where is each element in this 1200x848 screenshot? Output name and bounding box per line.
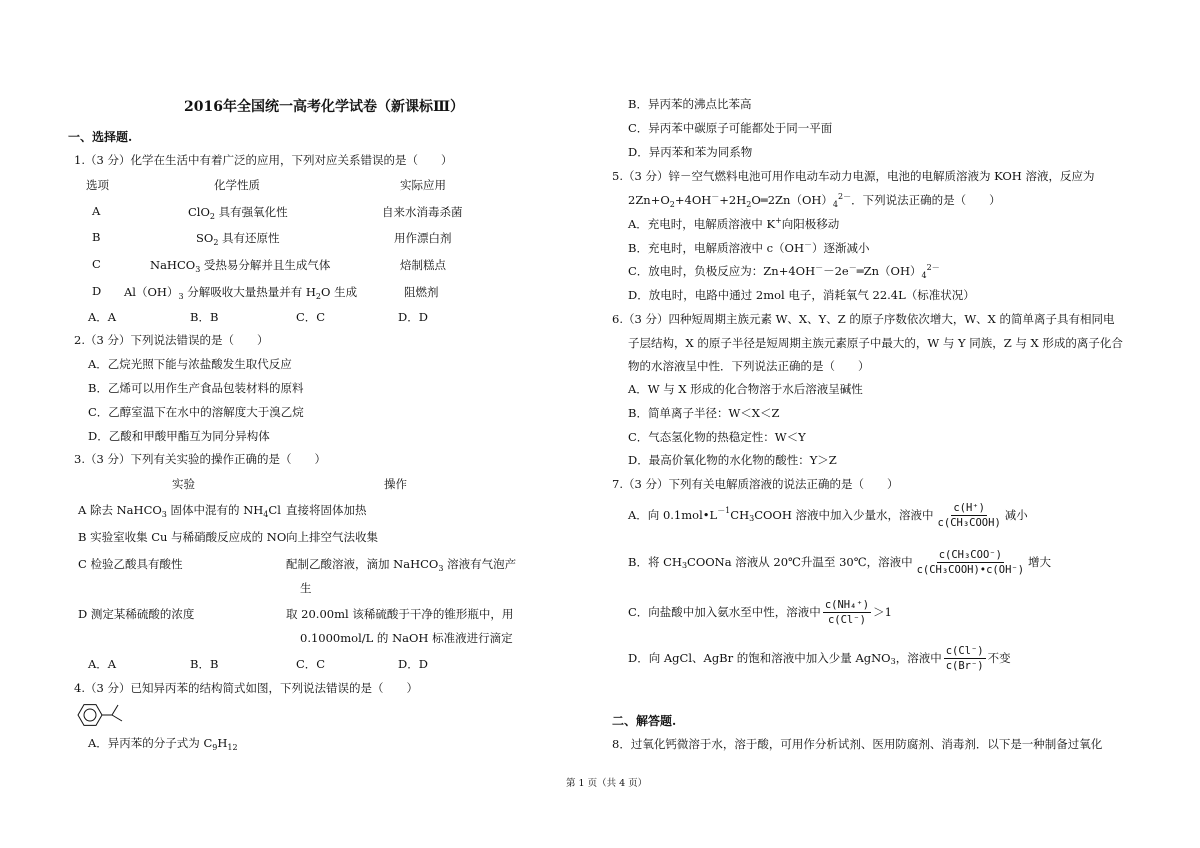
q1-choice-a[interactable]: A．A [88, 310, 117, 324]
q1-header-option: 选项 [86, 178, 109, 192]
q3-row-b-operation: 向上排空气法收集 [286, 530, 378, 544]
q3-choice-b[interactable]: B．B [190, 657, 219, 671]
q7-option-c-fraction: $\frac{\text{c(NH₄⁺)}}{c(Cl^-)}$ [824, 598, 870, 626]
q3-choice-c[interactable]: C．C [296, 657, 326, 671]
q3-header-experiment: 实验 [172, 477, 195, 491]
isopropylbenzene-structure [72, 700, 128, 730]
q1-header-application: 实际应用 [400, 178, 446, 192]
page-title: 2016年全国统一高考化学试卷（新课标Ⅲ） [184, 99, 465, 115]
q6-option-b[interactable]: B．简单离子半径：W＜X＜Z [628, 406, 780, 420]
q3-row-d-operation-cont: 0.1000mol/L 的 NaOH 标准液进行滴定 [300, 631, 513, 645]
q1-header-property: 化学性质 [214, 178, 260, 192]
q2-option-d[interactable]: D．乙酸和甲酸甲酯互为同分异构体 [88, 429, 270, 443]
q2-option-b[interactable]: B．乙烯可以用作生产食品包装材料的原料 [88, 381, 304, 395]
q3-header-operation: 操作 [384, 477, 407, 491]
q6-option-d[interactable]: D．最高价氧化物的水化物的酸性：Y＞Z [628, 453, 837, 467]
q4-option-a[interactable]: A．异丙苯的分子式为 $C_9H_{12}$ [88, 736, 238, 752]
q7-option-a-fraction: $\frac{c(H^+)}{\text{c(CH₃COOH)}}$ [937, 501, 1001, 529]
q5-equation: $2Zn+O_2+4OH^-+2H_2O═2Zn(OH)_4^{2-}$．下列说法正确的是（ ） [628, 192, 1001, 209]
section-choice-heading: 一、选择题. [68, 130, 133, 144]
q5-option-a[interactable]: A．充电时，电解质溶液中 K+向阳极移动 [628, 216, 840, 231]
q1-row-d-option: D [92, 284, 102, 298]
q1-row-c-option: C [92, 257, 101, 271]
q1-row-b-property: $SO_2$ 具有还原性 [196, 231, 280, 247]
q8-stem-line1: 8．过氧化钙微溶于水，溶于酸，可用作分析试剂、医用防腐剂、消毒剂．以下是一种制备过氧化 [612, 737, 1103, 751]
q6-option-a[interactable]: A．W 与 X 形成的化合物溶于水后溶液呈碱性 [628, 382, 863, 396]
q3-row-c-experiment: C 检验乙酸具有酸性 [78, 557, 183, 571]
q3-row-b-experiment: B 实验室收集 Cu 与稀硝酸反应成的 NO [78, 530, 287, 544]
q3-row-d-experiment: D 测定某稀硫酸的浓度 [78, 607, 195, 621]
q3-row-a-operation: 直接将固体加热 [286, 503, 367, 517]
q1-row-a-property: ClO$_2$ 具有强氧化性 [188, 205, 288, 221]
q2-stem: 2.（3 分）下列说法错误的是（ ） [74, 333, 269, 347]
page-footer: 第 1 页（共 4 页） [566, 778, 648, 789]
q1-row-b-application: 用作漂白剂 [394, 231, 452, 245]
q2-option-a[interactable]: A．乙烷光照下能与浓盐酸发生取代反应 [88, 357, 292, 371]
section-answer-heading: 二、解答题. [612, 714, 677, 728]
q6-stem-line1: 6.（3 分）四种短周期主族元素 W、X、Y、Z 的原子序数依次增大，W、X 的简单离子具有相同电 [612, 312, 1115, 326]
q1-row-d-application: 阻燃剂 [404, 285, 439, 299]
q5-option-d[interactable]: D．放电时，电路中通过 2mol 电子，消耗氧气 22.4L（标准状况） [628, 288, 975, 302]
q2-option-c[interactable]: C．乙醇室温下在水中的溶解度大于溴乙烷 [88, 405, 304, 419]
q1-row-a-application: 自来水消毒杀菌 [382, 205, 463, 219]
q7-option-a[interactable]: A．向 0.1mol•L －1 CH 3 COOH 溶液中加入少量水，溶液中 $\frac{c(H^+)}{\text{c(CH₃COOH)}}$ 减小 [628, 501, 1028, 529]
q3-row-d-operation: 取 20.00ml 该稀硫酸于干净的锥形瓶中，用 [286, 607, 514, 621]
q5-option-c[interactable]: C．放电时，负极反应为：$Zn+4OH^--2e^-═Zn(OH)_4^{2-}$ [628, 263, 940, 280]
q3-stem: 3.（3 分）下列有关实验的操作正确的是（ ） [74, 452, 326, 466]
q3-row-a-experiment: A 除去 NaHCO$_3$ 固体中混有的 $NH_4Cl$ [78, 503, 281, 519]
q4-option-b[interactable]: B．异丙苯的沸点比苯高 [628, 97, 752, 111]
q7-option-b-fraction: $\frac{\text{c(CH₃COO⁻)}}{\text{c(CH₃COOH)•c(OH⁻)}}$ [916, 548, 1025, 576]
q7-stem: 7.（3 分）下列有关电解质溶液的说法正确的是（ ） [612, 477, 899, 491]
q5-stem: 5.（3 分）锌－空气燃料电池可用作电动车动力电源，电池的电解质溶液为 KOH 溶液，反应为 [612, 169, 1095, 183]
q1-row-c-property: NaHCO$_3$ 受热易分解并且生成气体 [150, 258, 331, 274]
q6-stem-line3: 物的水溶液呈中性．下列说法正确的是（ ） [628, 359, 870, 373]
q6-stem-line2: 子层结构，X 的原子半径是短周期主族元素原子中最大的，W 与 Y 同族，Z 与 X 形成的离子化合 [628, 336, 1123, 350]
q3-choice-a[interactable]: A．A [88, 657, 117, 671]
q4-stem: 4.（3 分）已知异丙苯的结构简式如图，下列说法错误的是（ ） [74, 681, 418, 695]
q3-row-c-operation: 配制乙酸溶液，滴加 NaHCO$_3$ 溶液有气泡产 [286, 557, 517, 573]
q1-choice-b[interactable]: B．B [190, 310, 219, 324]
q1-stem: 1.（3 分）化学在生活中有着广泛的应用，下列对应关系错误的是（ ） [74, 153, 453, 167]
q4-option-c[interactable]: C．异丙苯中碳原子可能都处于同一平面 [628, 121, 833, 135]
q3-choice-d[interactable]: D．D [398, 657, 428, 671]
q1-row-d-property: $Al(OH)_3$ 分解吸收大量热量并有 $H_2O$ 生成 [124, 285, 358, 301]
q7-option-d[interactable]: D．向 AgCl、AgBr 的饱和溶液中加入少量 AgNO 3 ，溶液中 $\frac{c(Cl^-)}{c(Br^-)}$ 不变 [628, 644, 1011, 672]
q4-option-d[interactable]: D．异丙苯和苯为同系物 [628, 145, 753, 159]
q6-option-c[interactable]: C．气态氢化物的热稳定性：W＜Y [628, 430, 806, 444]
q1-row-b-option: B [92, 230, 101, 244]
q7-option-d-fraction: $\frac{c(Cl^-)}{c(Br^-)}$ [945, 644, 984, 672]
q3-row-c-operation-cont: 生 [300, 581, 312, 595]
q5-option-b[interactable]: B．充电时，电解质溶液中 c（OH－）逐渐减小 [628, 240, 870, 255]
q1-row-a-option: A [92, 204, 101, 218]
q1-row-c-application: 焙制糕点 [400, 258, 446, 272]
q1-choice-d[interactable]: D．D [398, 310, 428, 324]
q7-option-b[interactable]: B．将 CH 3 COONa 溶液从 20℃升温至 30℃，溶液中 $\frac{\text{c(CH₃COO⁻)}}{\text{c(CH₃COOH)•c(OH⁻)}}$ 增大 [628, 548, 1052, 576]
q7-option-c[interactable]: C．向盐酸中加入氨水至中性，溶液中 $\frac{\text{c(NH₄⁺)}}{c(Cl^-)}$ ＞1 [628, 598, 892, 626]
q1-choice-c[interactable]: C．C [296, 310, 326, 324]
